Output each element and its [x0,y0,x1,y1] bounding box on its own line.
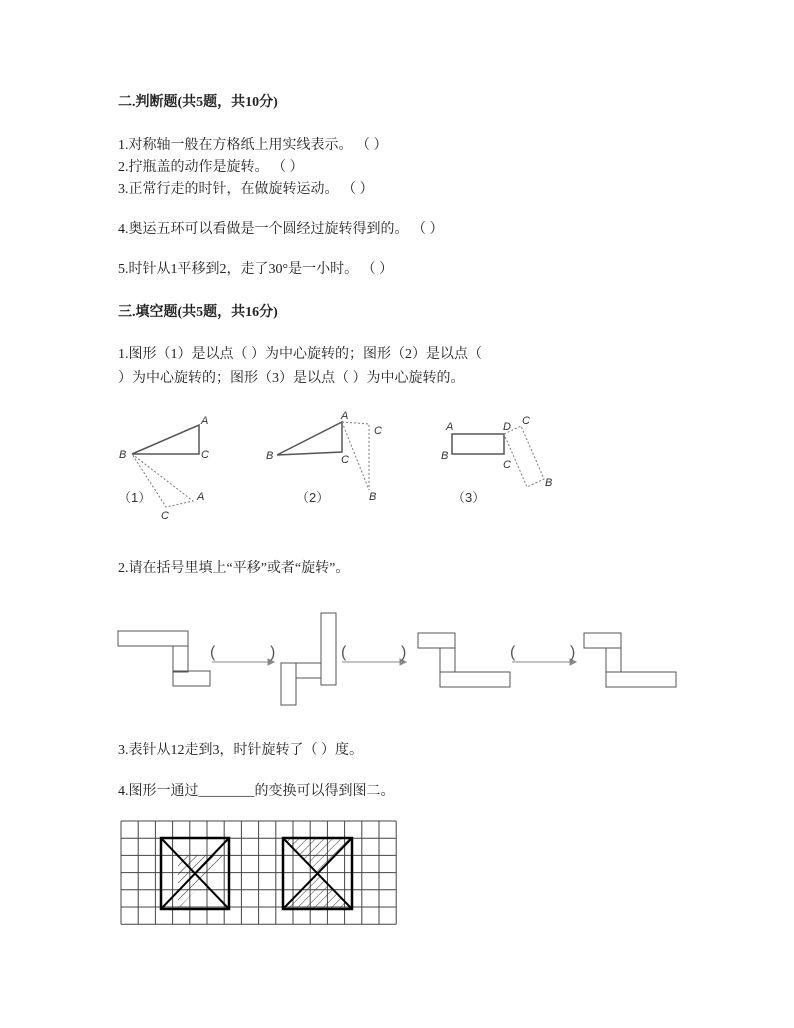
fill-question-1-line-1: 1.图形（1）是以点（ ）为中心旋转的；图形（2）是以点（ [118,347,482,362]
answer-paren-3-right: ) [570,644,576,661]
fig2-number: （2） [296,490,330,505]
judge-question-2: 2.拧瓶盖的动作是旋转。 （ ） [118,160,304,175]
fill-question-2: 2.请在括号里填上“平移”或者“旋转”。 [118,561,350,576]
fig2-label-a: A [341,410,349,422]
grid-figure [121,821,396,924]
judge-question-4: 4.奥运五环可以看做是一个圆经过旋转得到的。 （ ） [118,222,444,237]
fig1-label-c: C [201,449,209,461]
transform-shapes [118,613,676,705]
fill-question-1-line-2: ）为中心旋转的；图形（3）是以点（ ）为中心旋转的。 [118,371,465,386]
answer-paren-2-left: ( [341,644,347,661]
judge-question-3: 3.正常行走的时针，在做旋转运动。 （ ） [118,182,374,197]
judge-question-5: 5.时针从1平移到2，走了30°是一小时。 （ ） [118,262,394,277]
answer-paren-2-right: ) [401,644,407,661]
fig3-number: （3） [452,490,486,505]
section-2-title: 二.判断题(共5题，共10分) [118,95,278,110]
fig2-label-c: C [341,454,349,466]
fig1-label-a2: A [197,491,205,503]
fig3-label-b2: B [545,477,553,489]
rotation-figure-1 [118,415,209,522]
fig1-label-c2: C [161,510,169,522]
fill-question-3: 3.表针从12走到3，时针旋转了（ ）度。 [118,743,363,758]
fig3-label-d: D [503,421,511,433]
fig3-label-b: B [441,450,449,462]
transform-arrows [212,659,576,665]
answer-paren-3-left: ( [510,644,516,661]
fig2-label-b: B [266,450,274,462]
fig2-label-c2: C [374,425,382,437]
fig2-label-b2: B [369,491,377,503]
answer-paren-1-left: ( [210,644,216,661]
fill-question-4: 4.图形一通过________的变换可以得到图二。 [118,784,395,799]
fig1-number: （1） [118,490,152,505]
fig3-label-c: C [522,415,530,427]
figure-one [161,838,229,909]
rotation-figure-2 [266,410,382,505]
answer-paren-1-right: ) [270,644,276,661]
section-3-title: 三.填空题(共5题，共16分) [118,305,278,320]
rotation-figure-3 [441,415,552,505]
judge-question-1: 1.对称轴一般在方格纸上用实线表示。 （ ） [118,138,388,153]
fig3-label-c2: C [503,459,511,471]
fig1-label-b: B [119,449,127,461]
fig3-label-a: A [446,421,454,433]
fig1-label-a: A [201,415,209,427]
